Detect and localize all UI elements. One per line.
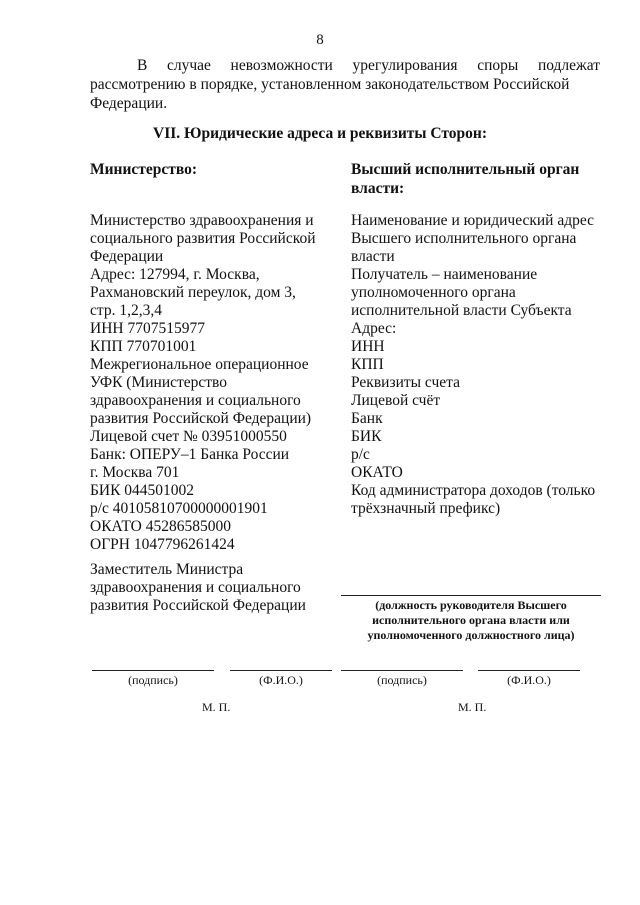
right-signature-line <box>341 670 463 671</box>
executive-line: уполномоченного органа <box>351 284 516 301</box>
position-caption-line: уполномоченного должностного лица) <box>367 628 575 642</box>
ministry-line: КПП 770701001 <box>90 338 197 355</box>
intro-word: урегулирования <box>352 57 458 74</box>
ministry-line: стр. 1,2,3,4 <box>90 302 162 319</box>
ministry-line: УФК (Министерство <box>90 374 228 391</box>
right-stamp-label: М. П. <box>458 700 487 714</box>
ministry-line: БИК 044501002 <box>90 482 195 499</box>
ministry-line: Рахмановский переулок, дом 3, <box>90 284 296 301</box>
executive-line: Высшего исполнительного органа <box>351 230 577 247</box>
ministry-signatory <box>90 561 330 615</box>
position-caption-line: (должность руководителя Высшего <box>375 598 567 612</box>
left-name-line <box>230 670 332 671</box>
left-signature-caption: (подпись) <box>128 673 178 687</box>
position-caption-line: исполнительного органа власти или <box>372 613 570 627</box>
intro-line-1 <box>90 56 600 75</box>
position-caption <box>341 598 601 643</box>
page-number: 8 <box>316 32 324 48</box>
ministry-requisites <box>90 212 330 554</box>
executive-line: Адрес: <box>351 320 397 337</box>
intro-word: подлежат <box>537 57 600 74</box>
executive-line: Наименование и юридический адрес <box>351 212 595 229</box>
left-stamp-label: М. П. <box>202 700 231 714</box>
ministry-line: ОКАТО 45286585000 <box>90 518 231 535</box>
executive-line: БИК <box>351 428 382 445</box>
executive-requisites <box>351 212 606 518</box>
ministry-line: развития Российской Федерации) <box>90 410 312 427</box>
executive-line: Банк <box>351 410 383 427</box>
ministry-line: здравоохранения и социального <box>90 392 301 409</box>
intro-paragraph <box>90 56 600 113</box>
executive-line: Получатель – наименование <box>351 266 538 283</box>
section-title: VII. Юридические адреса и реквизиты Сторон: <box>153 125 487 142</box>
ministry-line: Межрегиональное операционное <box>90 356 309 373</box>
left-name-caption: (Ф.И.О.) <box>259 673 303 687</box>
intro-word: споры <box>477 57 519 74</box>
intro-word: В <box>137 57 148 74</box>
ministry-heading: Министерство: <box>90 161 198 178</box>
signatory-line: здравоохранения и социального <box>90 579 301 596</box>
executive-line: Реквизиты счета <box>351 374 461 391</box>
executive-line: исполнительной власти Субъекта <box>351 302 572 319</box>
executive-line: трёхзначный префикс) <box>351 500 501 517</box>
ministry-line: г. Москва 701 <box>90 464 180 481</box>
executive-line: власти <box>351 248 395 265</box>
right-name-line <box>478 670 580 671</box>
executive-line: Лицевой счёт <box>351 392 441 409</box>
intro-line-2: рассмотрению в порядке, установленном законодательством Российской <box>90 76 570 93</box>
intro-word: невозможности <box>230 57 333 74</box>
ministry-line: ИНН 7707515977 <box>90 320 205 337</box>
ministry-line: р/с 40105810700000001901 <box>90 500 268 517</box>
ministry-line: Лицевой счет № 03951000550 <box>90 428 287 445</box>
executive-line: ИНН <box>351 338 385 355</box>
ministry-line: Министерство здравоохранения и <box>90 212 314 229</box>
executive-line: ОКАТО <box>351 464 403 481</box>
ministry-line: Адрес: 127994, г. Москва, <box>90 266 260 283</box>
left-signature-line <box>92 670 214 671</box>
ministry-line: Банк: ОПЕРУ–1 Банка России <box>90 446 290 463</box>
right-signature-caption: (подпись) <box>377 673 427 687</box>
signatory-line: Заместитель Министра <box>90 561 244 578</box>
ministry-line: ОГРН 1047796261424 <box>90 536 235 553</box>
executive-line: р/с <box>351 446 370 463</box>
executive-line: Код администратора доходов (только <box>351 482 596 499</box>
right-name-caption: (Ф.И.О.) <box>507 673 551 687</box>
ministry-line: Федерации <box>90 248 164 265</box>
executive-heading: Высший исполнительный орган власти: <box>351 161 580 197</box>
intro-word: случае <box>166 57 211 74</box>
position-signature-line <box>341 595 601 596</box>
ministry-line: социального развития Российской <box>90 230 316 247</box>
executive-line: КПП <box>351 356 384 373</box>
signatory-line: развития Российской Федерации <box>90 597 306 614</box>
intro-line-3: Федерации. <box>90 95 168 112</box>
